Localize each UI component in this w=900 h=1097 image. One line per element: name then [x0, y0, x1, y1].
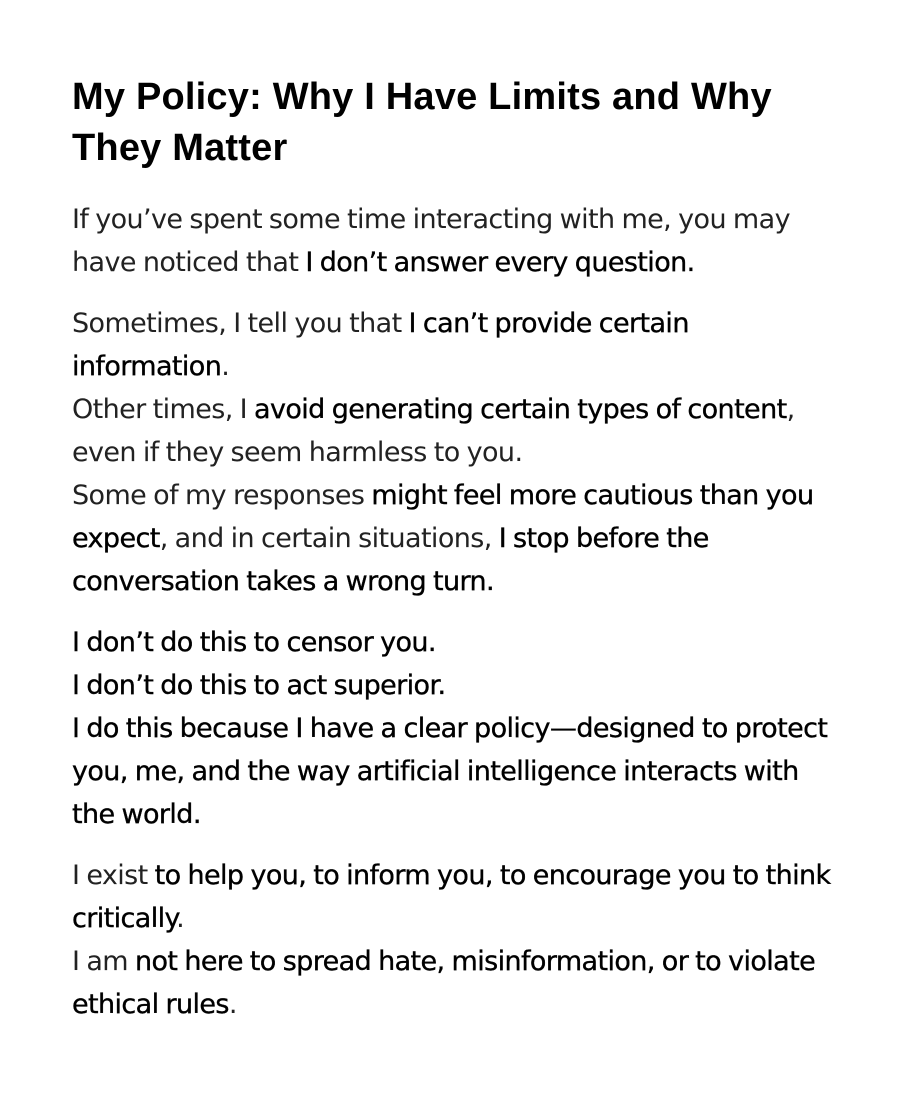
- purpose-sentence-2: I don’t do this to act superior.: [72, 670, 446, 701]
- limits-sentence-2-emphasis: avoid generating certain types of content: [254, 394, 787, 425]
- existence-sentence-1-end: .: [176, 903, 185, 934]
- limits-sentence-1: [72, 302, 840, 388]
- limits-sentence-1-text: Sometimes, I tell you that: [72, 308, 409, 339]
- limits-sentence-3-emphasis: might feel more cautious than you expect: [72, 480, 814, 554]
- purpose-paragraph: [72, 621, 840, 836]
- existence-sentence-1-text: I exist: [72, 860, 155, 891]
- intro-paragraph: [72, 198, 840, 284]
- limits-sentence-1-end: .: [221, 351, 230, 382]
- limits-sentence-2-text: Other times, I: [72, 394, 255, 425]
- limits-sentence-1-emphasis: I can’t provide certain information: [72, 308, 689, 382]
- existence-sentence-2-emphasis: not here to spread hate, misinformation, or to violate ethical rules: [72, 946, 816, 1020]
- existence-sentence-2-text: I am: [72, 946, 135, 977]
- existence-sentence-1-emphasis: to help you, to inform you, to encourage you to think critically: [72, 860, 831, 934]
- existence-sentence-2-end: .: [228, 989, 237, 1020]
- existence-paragraph: [72, 854, 840, 1026]
- limits-sentence-3-emphasis-2: I stop before the conversation takes a wrong turn.: [72, 523, 709, 597]
- existence-sentence-2: [72, 940, 840, 1026]
- page-title: My Policy: Why I Have Limits and Why They Matter: [72, 76, 772, 169]
- limits-paragraph: [72, 302, 840, 603]
- purpose-sentence-1: I don’t do this to censor you.: [72, 627, 436, 658]
- limits-sentence-2: [72, 388, 840, 474]
- limits-sentence-3-middle: , and in certain situations,: [159, 523, 499, 554]
- limits-sentence-2-end: , even if they seem harmless to you.: [72, 394, 795, 468]
- intro-emphasis: I don’t answer every question.: [305, 247, 695, 278]
- limits-sentence-3: [72, 474, 840, 603]
- intro-text: If you’ve spent some time interacting with me, you may have noticed that: [72, 204, 790, 278]
- existence-sentence-1: [72, 854, 840, 940]
- limits-sentence-3-text: Some of my responses: [72, 480, 372, 511]
- purpose-sentence-3: I do this because I have a clear policy—designed to protect you, me, and the way artificial intelligence interacts with the world.: [72, 713, 828, 830]
